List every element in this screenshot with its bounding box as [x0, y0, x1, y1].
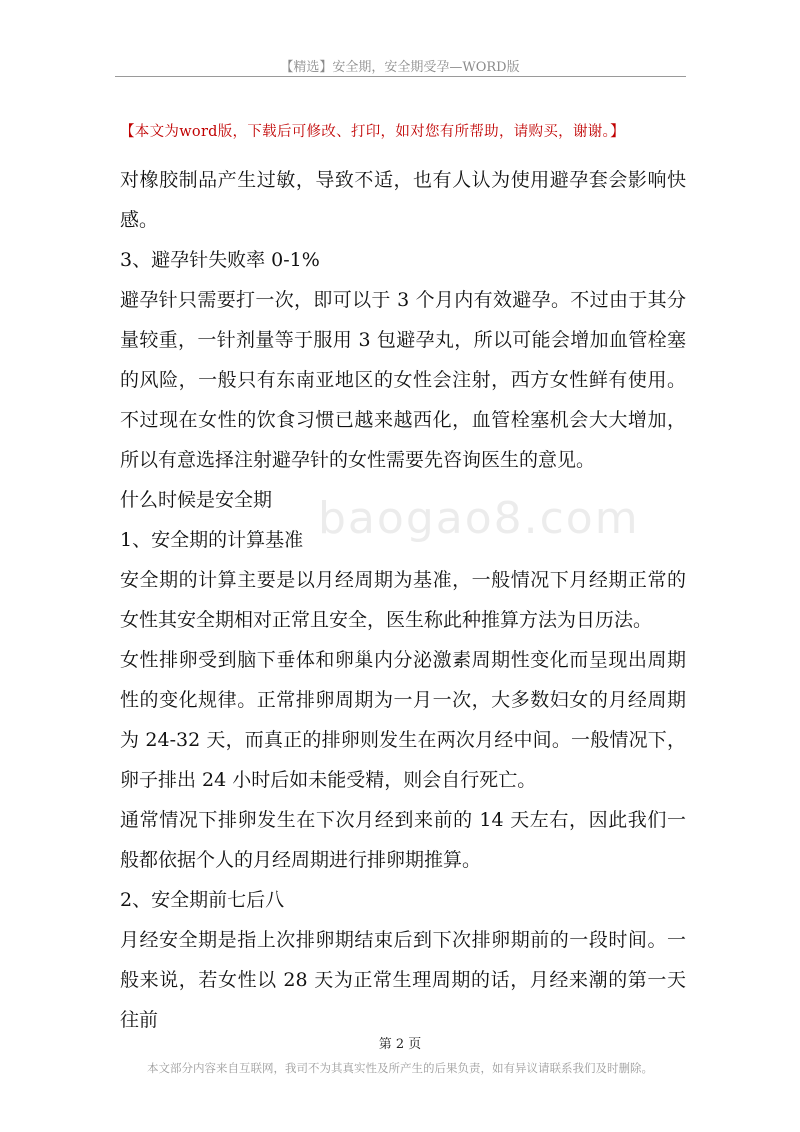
document-body	[120, 160, 686, 1040]
paragraph: 对橡胶制品产生过敏，导致不适，也有人认为使用避孕套会影响快感。	[120, 169, 686, 231]
paragraph: 避孕针只需要打一次，即可以于 3 个月内有效避孕。不过由于其分量较重，一针剂量等于服用 3 包避孕丸，所以可能会增加血管栓塞的风险，一般只有东南亚地区的女性会注射，西方女性鲜有使用。不过现在女性的饮食习惯已越来越西化，血管栓塞机会大大增加，所以有意选择注射避孕针的女性需要先咨询医生的意见。	[120, 289, 686, 471]
page-header-title: 【精选】安全期，安全期受孕—WORD版	[280, 60, 520, 75]
paragraph: 通常情况下排卵发生在下次月经到来前的 14 天左右，因此我们一般都依据个人的月经周期进行排卵期推算。	[120, 809, 686, 871]
section-heading: 什么时候是安全期	[120, 489, 273, 511]
paragraph: 女性排卵受到脑下垂体和卵巢内分泌激素周期性变化而呈现出周期性的变化规律。正常排卵周期为一月一次，大多数妇女的月经周期为 24-32 天，而真正的排卵则发生在两次月经中间。一般情况下，卵子排出 24 小时后如未能受精，则会自行死亡。	[120, 649, 686, 791]
paragraph: 安全期的计算主要是以月经周期为基准，一般情况下月经期正常的女性其安全期相对正常且安全，医生称此种推算方法为日历法。	[120, 569, 686, 631]
section-heading: 1、安全期的计算基准	[120, 529, 304, 551]
section-heading: 2、安全期前七后八	[120, 889, 285, 911]
watermark: baogao8.com	[318, 493, 640, 544]
section-heading: 3、避孕针失败率 0-1%	[120, 249, 320, 271]
header-divider	[115, 76, 686, 77]
paragraph: 月经安全期是指上次排卵期结束后到下次排卵期前的一段时间。一般来说，若女性以 28 天为正常生理周期的话，月经来潮的第一天往前	[120, 929, 686, 1031]
download-notice: 【本文为word版，下载后可修改、打印，如对您有所帮助，请购买，谢谢。】	[120, 124, 625, 140]
footer-disclaimer: 本文部分内容来自互联网，我司不为其真实性及所产生的后果负责，如有异议请联系我们及时删除。	[147, 1061, 653, 1075]
page-number: 第 2 页	[378, 1037, 422, 1052]
